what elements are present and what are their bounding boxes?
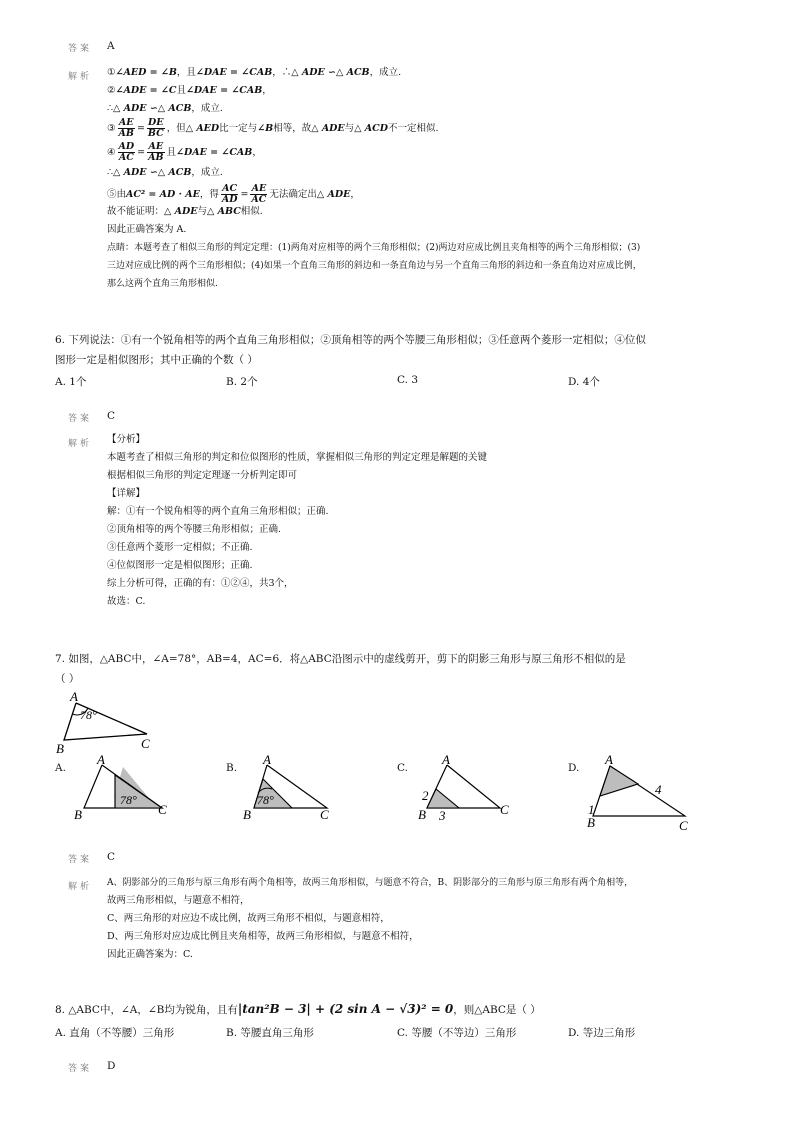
vertex-a-label: A [442,752,450,767]
analysis-line-2: ②∠ADE = ∠C且∠DAE = ∠CAB， [107,85,272,96]
vertex-b-label: B [56,741,64,756]
vertex-b-label: B [587,815,595,830]
option-a: A. 直角（不等腰）三角形 [55,1027,175,1039]
fraction: $\frac{AE}{AC}$ [251,183,267,205]
vertex-c-label: C [679,818,688,833]
analysis-label: 解析 [68,882,93,892]
question-8-stem: 8. △ABC中，∠A，∠B均为锐角，且有|tan²B − 3| + (2 sin A − √3)² = 0，则△ABC是（ ） [55,1002,541,1016]
angle-label: 78° [120,793,137,807]
vertex-a-label: A [97,752,105,767]
analysis-line-1: ①∠AED = ∠B，且∠DAE = ∠CAB，∴△ ADE ∽△ ACB，成立. [107,67,402,78]
option-a: A. [55,762,66,774]
option-a: A. 1个 [55,376,87,388]
analysis-line-11: 三边对应成比例的两个三角形相似；(4)如果一个直角三角形的斜边和一条直角边与另一个直角三角形的斜边和一条直角边对应成比例， [107,261,642,271]
analysis-line-5: ④ $\frac{AD}{AC}$ = $\frac{AE}{AB}$ 且∠DAE = ∠CAB， [107,141,262,163]
option-c: C. 3 [397,374,419,386]
analysis-line-4: ③ $\frac{AE}{AB}$ = $\frac{DE}{BC}$ ，但△ AED比一定与∠B相等，故△ ADE与△ ACD不一定相似. [107,117,439,139]
analysis-line-9: 因此正确答案为 A. [107,224,187,235]
option-a-figure [70,752,180,824]
triangle-figure-main [55,688,165,760]
analysis-line-12: 那么这两个直角三角形相似. [107,279,218,289]
option-c: C. [397,762,408,774]
analysis-line: ③任意两个菱形一定相似；不正确. [107,542,253,553]
answer-value: C [107,410,116,422]
analysis-line-3: ∴△ ADE ∽△ ACB，成立. [107,103,223,114]
analysis-line: 因此正确答案为：C. [107,949,193,960]
analysis-line-7: ⑤由AC² = AD · AE，得 $\frac{AC}{AD}$ = $\frac{AE}{AC}$ 无法确定出△ ADE， [107,183,360,205]
analysis-line-10: 点睛：本题考查了相似三角形的判定定理：(1)两角对应相等的两个三角形相似；(2)两边对应成比例且夹角相等的两个三角形相似；(3) [107,243,641,253]
angle-label: 78° [80,708,97,722]
vertex-c-label: C [320,807,329,822]
answer-label: 答案 [68,44,93,54]
answer-value: C [107,851,116,863]
analysis-line: 根据相似三角形的判定定理逐一分析判定即可 [107,470,298,481]
answer-label: 答案 [68,414,93,424]
analysis-line: 解：①有一个锐角相等的两个直角三角形相似；正确. [107,506,329,517]
analysis-line: 故两三角形相似，与题意不相符， [107,895,250,906]
vertex-c-label: C [158,802,167,817]
answer-label: 答案 [68,1064,93,1074]
angle-label: 78° [257,793,274,807]
question-6-stem-cont: 图形一定是相似图形；其中正确的个数（ ） [55,354,258,366]
option-c-figure [412,752,522,824]
side-length-1: 1 [588,802,595,817]
fraction: $\frac{DE}{BC}$ [147,117,164,139]
analysis-line: D、两三角形对应边成比例且夹角相等，故两三角形相似，与题意不相符， [107,931,419,942]
vertex-c-label: C [500,802,509,817]
answer-label: 答案 [68,855,93,865]
side-length-4: 4 [655,782,662,797]
analysis-line-8: 故不能证明：△ ADE与△ ABC相似. [107,206,263,217]
option-b: B. [226,762,238,774]
fraction: $\frac{AE}{AB}$ [118,117,134,139]
analysis-label: 解析 [68,72,93,82]
question-7-stem: 7. 如图，△ABC中，∠A=78°，AB=4，AC=6．将△ABC沿图示中的虚线剪开，剪下的阴影三角形与原三角形不相似的是 [55,653,626,665]
analysis-label: 解析 [68,439,93,449]
analysis-line: 【详解】 [107,488,146,499]
fraction: $\frac{AD}{AC}$ [118,141,135,163]
question-7-stem-cont: （ ） [55,673,80,685]
option-b: B. 2个 [226,376,258,388]
option-b: B. 等腰直角三角形 [226,1027,314,1039]
answer-value: A [107,40,115,52]
option-c: C. 等腰（不等边）三角形 [397,1027,517,1039]
vertex-a-label: A [263,752,271,767]
vertex-a-label: A [70,689,78,704]
option-b-figure [240,752,350,824]
analysis-line: A、阴影部分的三角形与原三角形有两个角相等，故两三角形相似，与题意不符合，B、阴影部分的三角形与原三角形有两个角相等， [107,878,634,888]
analysis-line: ②顶角相等的两个等腰三角形相似；正确. [107,524,282,535]
analysis-line: 故选：C. [107,596,146,607]
fraction: $\frac{AC}{AD}$ [221,183,238,205]
side-length-3: 3 [439,808,446,823]
analysis-line: 综上分析可得，正确的有：①②④，共3个， [107,578,294,589]
side-length-2: 2 [422,788,429,803]
vertex-c-label: C [141,736,150,751]
analysis-line-6: ∴△ ADE ∽△ ACB，成立. [107,167,223,178]
option-d: D. 4个 [568,376,600,388]
vertex-b-label: B [74,807,82,822]
analysis-line: 【分析】 [107,434,146,445]
vertex-b-label: B [418,807,426,822]
question-6-stem: 6. 下列说法：①有一个锐角相等的两个直角三角形相似；②顶角相等的两个等腰三角形相似；③任意两个菱形一定相似；④位似 [55,334,646,346]
analysis-line: ④位似图形一定是相似图形；正确. [107,560,253,571]
equation: |tan²B − 3| + (2 sin A − √3)² = 0 [237,1002,454,1016]
analysis-line: 本题考查了相似三角形的判定和位似图形的性质，掌握相似三角形的判定定理是解题的关键 [107,452,488,463]
option-d-figure [582,752,692,832]
answer-value: D [107,1060,116,1072]
fraction: $\frac{AE}{AB}$ [148,141,164,163]
option-d: D. [568,762,580,774]
option-d: D. 等边三角形 [568,1027,636,1039]
vertex-a-label: A [605,752,613,767]
analysis-line: C、两三角形的对应边不成比例，故两三角形不相似，与题意相符， [107,913,390,924]
vertex-b-label: B [243,807,251,822]
